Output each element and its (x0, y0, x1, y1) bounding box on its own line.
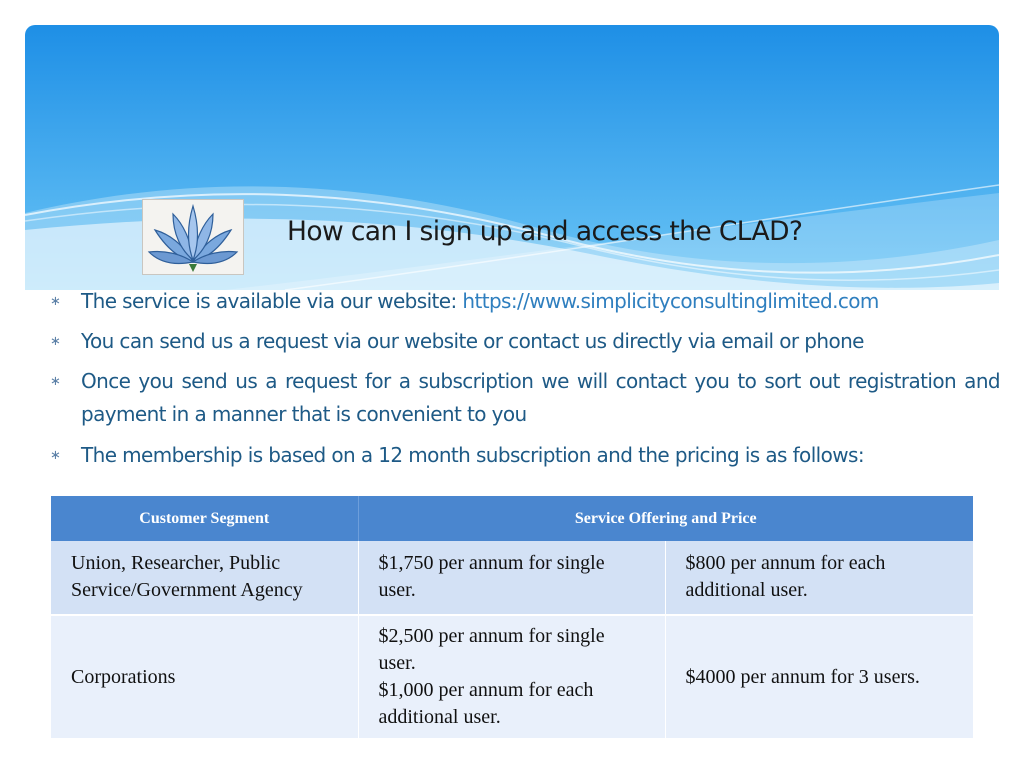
offer-line: $2,500 per annum for single user. (378, 625, 605, 674)
table-row (51, 615, 973, 738)
lotus-flower-icon (143, 200, 243, 274)
bullet-text: The service is available via our website: (81, 289, 463, 313)
website-link[interactable]: https://www.simplicityconsultinglimited.com (462, 289, 879, 313)
bullet-website (81, 285, 1000, 318)
offer-line: $1,750 per annum for single user. (378, 552, 605, 601)
table-header-row (51, 496, 973, 541)
bullet-marker: ∗ (50, 294, 61, 309)
header-customer-segment: Customer Segment (51, 496, 358, 541)
bullet-marker: ∗ (50, 448, 61, 463)
bullet-contact: You can send us a request via our website or contact us directly via email or phone (81, 329, 864, 353)
offer-cell: $4000 per annum for 3 users. (665, 615, 973, 738)
offer-line: $1,000 per annum for each additional user. (378, 679, 594, 728)
offer-cell: $800 per annum for each additional user. (665, 541, 973, 615)
bullet-subscription: Once you send us a request for a subscription we will contact you to sort out registration and payment in a manner that is convenient to you (81, 369, 1000, 426)
bullet-marker: ∗ (50, 374, 61, 389)
bullet-membership: The membership is based on a 12 month subscription and the pricing is as follows: (81, 443, 864, 467)
segment-cell: Corporations (51, 615, 358, 738)
offer-cell (358, 615, 665, 738)
offer-cell (358, 541, 665, 615)
pricing-table (51, 496, 973, 738)
table-row (51, 541, 973, 615)
lotus-logo (142, 199, 244, 275)
segment-cell: Union, Researcher, Public Service/Government Agency (51, 541, 358, 615)
header-service-offering: Service Offering and Price (358, 496, 973, 541)
slide-title: How can I sign up and access the CLAD? (287, 216, 803, 247)
bullet-marker: ∗ (50, 334, 61, 349)
